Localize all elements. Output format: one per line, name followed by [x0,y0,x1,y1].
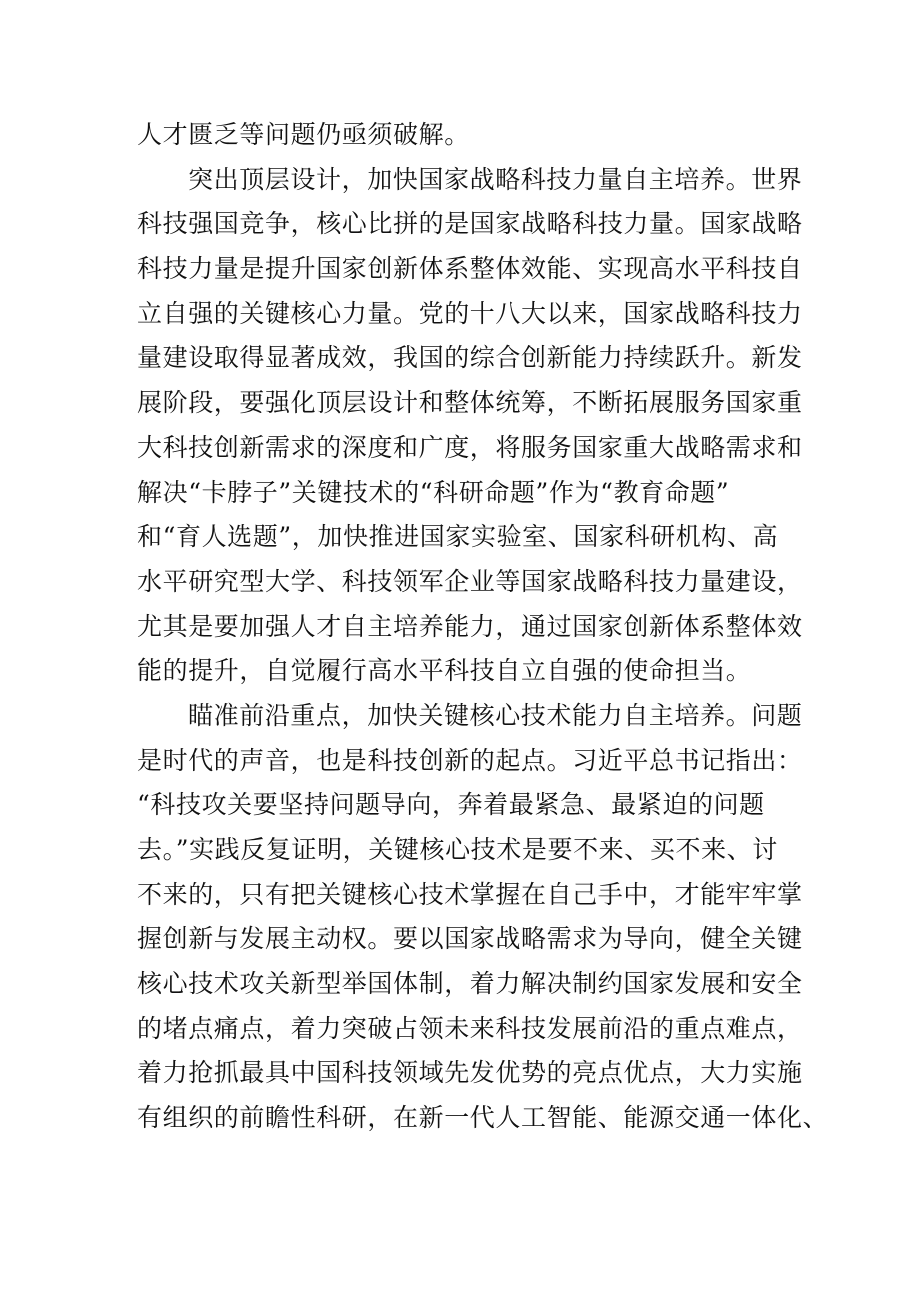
text-line: 的堵点痛点，着力突破占领未来科技发展前沿的重点难点， [137,1013,803,1043]
text-line: 握创新与发展主动权。要以国家战略需求为导向，健全关键 [137,924,803,954]
paragraph-first-line: 突出顶层设计，加快国家战略科技力量自主培养。世界 [188,164,803,194]
text-line: “科技攻关要坚持问题导向，奔着最紧急、最紧迫的问题 [137,790,765,820]
text-line: 尤其是要加强人才自主培养能力，通过国家创新体系整体效 [137,611,803,641]
text-line: 不来的，只有把关键核心技术掌握在自己手中，才能牢牢掌 [137,879,803,909]
paragraph-first-line: 瞄准前沿重点，加快关键核心技术能力自主培养。问题 [188,700,803,730]
text-line: 展阶段，要强化顶层设计和整体统筹，不断拓展服务国家重 [137,388,803,418]
text-line: 去。”实践反复证明，关键核心技术是要不来、买不来、讨 [137,835,778,864]
text-line: 科技力量是提升国家创新体系整体效能、实现高水平科技自 [137,254,803,284]
text-line: 核心技术攻关新型举国体制，着力解决制约国家发展和安全 [137,969,803,999]
text-line: 量建设取得显著成效，我国的综合创新能力持续跃升。新发 [137,343,803,373]
text-line: 解决“卡脖子”关键技术的“科研命题”作为“教育命题” [137,477,730,507]
text-line: 着力抢抓最具中国科技领域先发优势的亮点优点，大力实施 [137,1058,803,1088]
text-line: 大科技创新需求的深度和广度，将服务国家重大战略需求和 [137,432,803,462]
text-line: 和“育人选题”，加快推进国家实验室、国家科研机构、高 [137,522,779,552]
text-line: 是时代的声音，也是科技创新的起点。习近平总书记指出： [137,745,803,775]
text-line: 科技强国竞争，核心比拼的是国家战略科技力量。国家战略 [137,209,803,239]
text-line: 能的提升，自觉履行高水平科技自立自强的使命担当。 [137,656,752,686]
body-text [137,113,829,1141]
text-line: 水平研究型大学、科技领军企业等国家战略科技力量建设， [137,566,803,596]
text-line: 立自强的关键核心力量。党的十八大以来，国家战略科技力 [137,298,803,328]
text-line: 有组织的前瞻性科研，在新一代人工智能、能源交通一体化、 [137,1103,829,1133]
text-line: 人才匮乏等问题仍亟须破解。 [137,120,470,149]
